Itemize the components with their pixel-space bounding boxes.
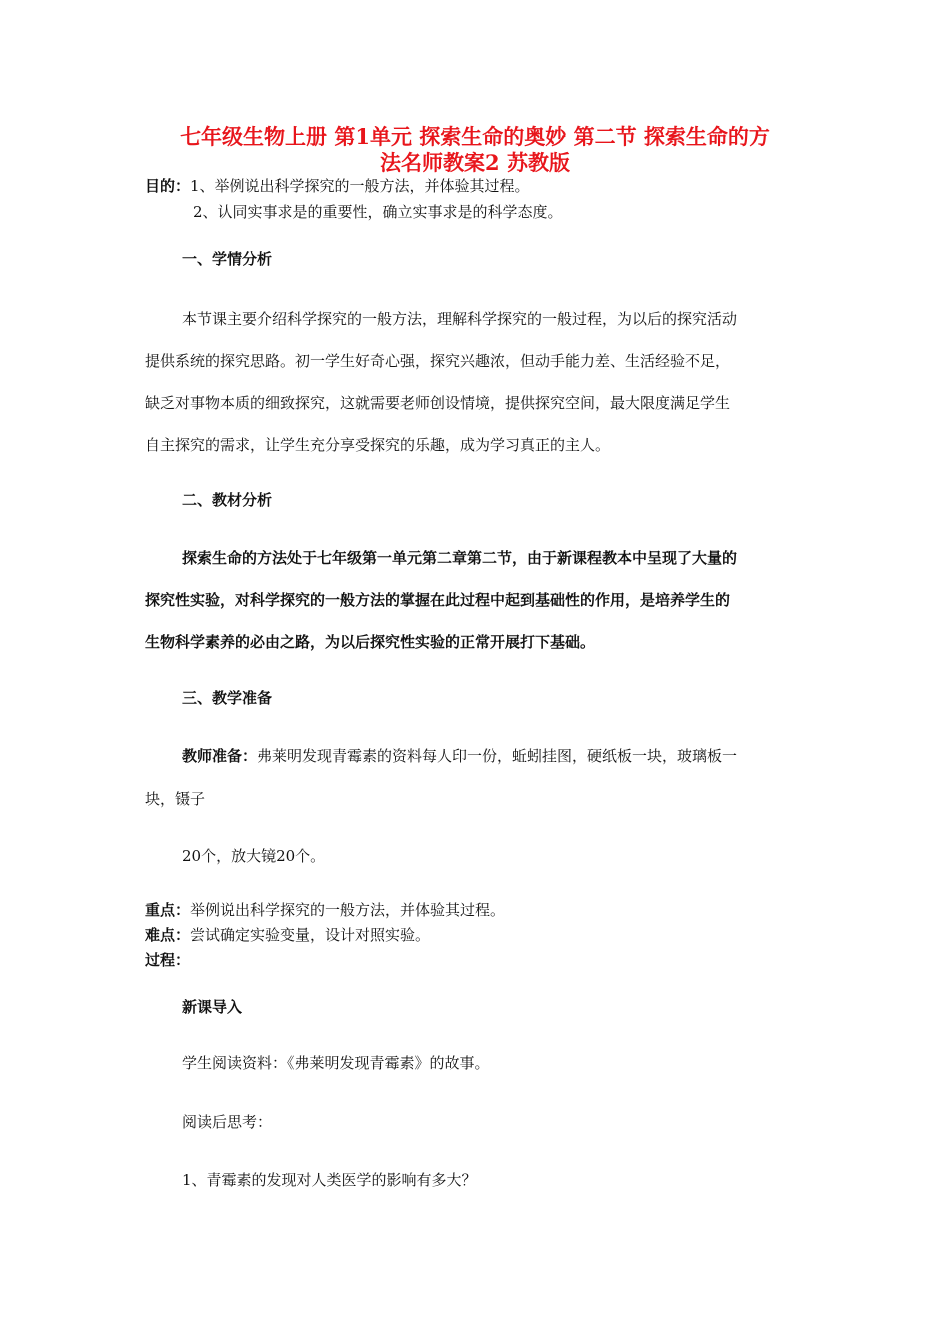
section1-line: 缺乏对事物本质的细致探究，这就需要老师创设情境，提供探究空间，最大限度满足学生 bbox=[145, 394, 731, 412]
difficulty-point bbox=[145, 925, 810, 945]
teacher-prep-label: 教师准备： bbox=[182, 747, 258, 765]
section2-line: 生物科学素养的必由之路，为以后探究性实验的正常开展打下基础。 bbox=[145, 633, 596, 651]
section1-paragraph bbox=[145, 309, 810, 477]
intro-question-1: 1、青霉素的发现对人类医学的影响有多大？ bbox=[182, 1171, 477, 1189]
document-title bbox=[120, 124, 830, 176]
goals-item-1: 1、举例说出科学探究的一般方法，并体验其过程。 bbox=[190, 177, 530, 195]
section1-line: 自主探究的需求，让学生充分享受探究的乐趣，成为学习真正的主人。 bbox=[145, 436, 611, 454]
intro-heading: 新课导入 bbox=[182, 998, 243, 1016]
goals-line-1 bbox=[145, 176, 810, 196]
intro-think: 阅读后思考： bbox=[182, 1113, 273, 1131]
teacher-prep-text: 弗莱明发现青霉素的资料每人印一份，蚯蚓挂图，硬纸板一块，玻璃板一 bbox=[257, 747, 738, 765]
prep-line-1 bbox=[182, 746, 847, 766]
difficulty-label: 难点： bbox=[145, 926, 191, 944]
key-point bbox=[145, 900, 810, 920]
title-line-2: 法名师教案2 苏教版 bbox=[380, 150, 570, 175]
section2-line: 探索生命的方法处于七年级第一单元第二章第二节，由于新课程教本中呈现了大量的 bbox=[182, 549, 738, 567]
process-label: 过程： bbox=[145, 951, 191, 969]
key-label: 重点： bbox=[145, 901, 191, 919]
section2-line: 探究性实验，对科学探究的一般方法的掌握在此过程中起到基础性的作用，是培养学生的 bbox=[145, 591, 731, 609]
section3-heading: 三、教学准备 bbox=[182, 689, 273, 707]
goals-label: 目的： bbox=[145, 177, 191, 195]
intro-reading: 学生阅读资料：《弗莱明发现青霉素》的故事。 bbox=[182, 1054, 490, 1072]
section1-line: 提供系统的探究思路。初一学生好奇心强，探究兴趣浓，但动手能力差、生活经验不足， bbox=[145, 352, 731, 370]
difficulty-text: 尝试确定实验变量，设计对照实验。 bbox=[190, 926, 431, 944]
section1-line: 本节课主要介绍科学探究的一般方法，理解科学探究的一般过程，为以后的探究活动 bbox=[182, 310, 738, 328]
section1-heading: 一、学情分析 bbox=[182, 250, 273, 268]
prep-line-3: 20个，放大镜20个。 bbox=[182, 847, 326, 865]
prep-line-2: 块，镊子 bbox=[145, 790, 206, 808]
section2-heading: 二、教材分析 bbox=[182, 491, 273, 509]
key-text: 举例说出科学探究的一般方法，并体验其过程。 bbox=[190, 901, 506, 919]
title-line-1: 七年级生物上册 第1单元 探索生命的奥妙 第二节 探索生命的方 bbox=[180, 124, 770, 149]
goals-item-2: 2、认同实事求是的重要性，确立实事求是的科学态度。 bbox=[193, 203, 563, 221]
section2-paragraph bbox=[145, 548, 810, 674]
